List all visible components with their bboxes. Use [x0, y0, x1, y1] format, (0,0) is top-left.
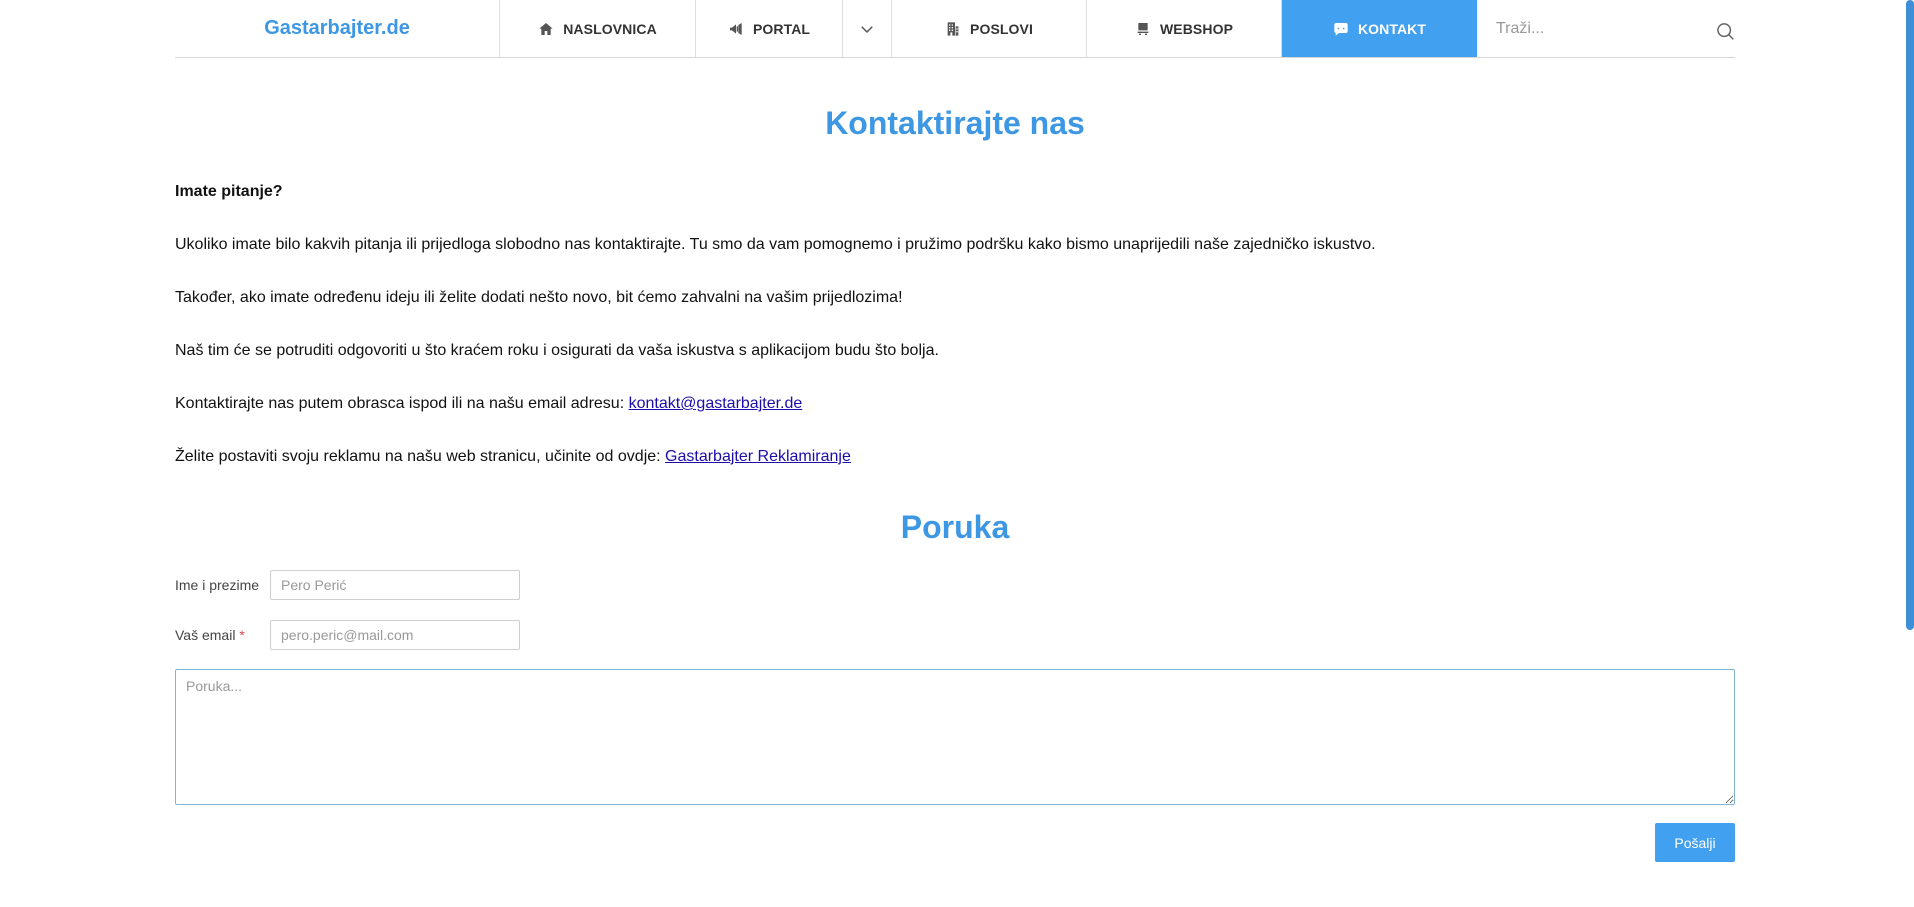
- nav-item-webshop[interactable]: [1087, 0, 1282, 57]
- nav-item-naslovnica[interactable]: [500, 0, 696, 57]
- nav-item-kontakt[interactable]: [1282, 0, 1477, 57]
- chat-icon: [1333, 21, 1349, 37]
- nav-item-label: PORTAL: [752, 20, 811, 37]
- nav-item-label: KONTAKT: [1357, 20, 1427, 37]
- send-button[interactable]: Pošalji: [1655, 823, 1735, 862]
- search-icon[interactable]: [1715, 21, 1735, 41]
- nav-item-label: WEBSHOP: [1159, 20, 1234, 37]
- megaphone-icon: [728, 21, 744, 37]
- ad-link[interactable]: Gastarbajter Reklamiranje: [665, 448, 851, 465]
- search-input[interactable]: [1494, 19, 1698, 39]
- email-paragraph: [175, 395, 802, 413]
- search-bar: [1477, 0, 1735, 57]
- top-nav: [175, 0, 1735, 58]
- page-title: Kontaktirajte nas: [825, 105, 1085, 141]
- question-heading: [175, 183, 283, 201]
- email-field[interactable]: [270, 620, 520, 650]
- name-field[interactable]: [270, 570, 520, 600]
- nav-item-label: POSLOVI: [970, 20, 1033, 37]
- ideas-paragraph: Također, ako imate određenu ideju ili želite dodati nešto novo, bit ćemo zahvalni na vašim prijedlozima!: [175, 289, 903, 306]
- message-textarea[interactable]: [175, 669, 1735, 805]
- email-row: [175, 620, 520, 650]
- question-text: Imate pitanje?: [175, 183, 283, 200]
- email-label: [175, 627, 270, 643]
- nav-item-portal[interactable]: [696, 0, 843, 57]
- ad-paragraph: [175, 448, 851, 466]
- chevron-down-icon: [858, 20, 876, 38]
- building-icon: [945, 21, 961, 37]
- team-paragraph: Naš tim će se potruditi odgovoriti u što kraćem roku i osigurati da vaša iskustva s aplikacijom budu što bolja.: [175, 342, 939, 359]
- page-scrollbar[interactable]: [1906, 0, 1914, 630]
- portal-dropdown-toggle[interactable]: [843, 0, 892, 57]
- nav-item-label: NASLOVNICA: [563, 20, 657, 37]
- name-label: Ime i prezime: [175, 577, 260, 593]
- home-icon: [538, 21, 554, 37]
- nav-item-poslovi[interactable]: [892, 0, 1087, 57]
- ad-text: Želite postaviti svoju reklamu na našu web stranicu, učinite od ovdje:: [175, 448, 666, 465]
- name-row: [175, 570, 520, 600]
- email-label-text: Vaš email: [175, 627, 236, 643]
- shop-icon: [1135, 21, 1151, 37]
- intro-paragraph: Ukoliko imate bilo kakvih pitanja ili prijedloga slobodno nas kontaktirajte. Tu smo da vam pomognemo i pružimo podršku kako bismo unaprijedili naše zajedničko iskustvo.: [175, 236, 1376, 253]
- email-link[interactable]: kontakt@gastarbajter.de: [628, 395, 803, 412]
- email-text: Kontaktirajte nas putem obrasca ispod ili na našu email adresu:: [175, 395, 629, 412]
- required-marker: *: [239, 627, 245, 643]
- page-container: [175, 0, 1735, 851]
- form-title: Poruka: [900, 509, 1010, 545]
- brand-logo[interactable]: Gastarbajter.de: [175, 0, 500, 57]
